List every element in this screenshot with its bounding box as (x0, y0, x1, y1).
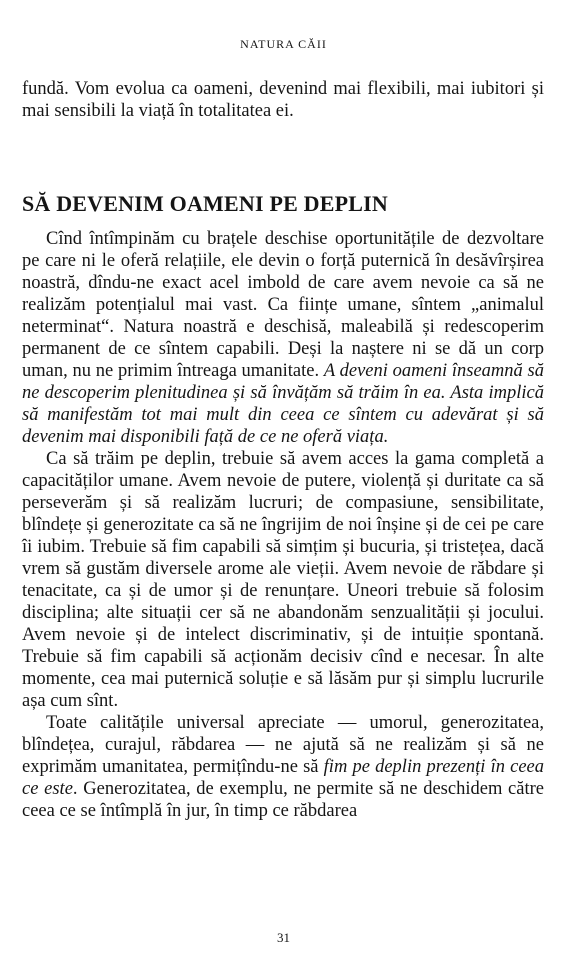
paragraph-1-italic-text: A deveni oameni înseamnă să ne descoperim plenitudinea și să învățăm să trăim în ea. Asta implică să manifestăm tot mai mult din ceea ce sîntem cu adevărat și să devenim mai disponibili față de ce ne oferă viața. (22, 361, 545, 447)
running-header-title: NATURA CĂII (240, 37, 327, 51)
body-paragraph-1 (22, 228, 544, 448)
paragraph-3-end-text: . Generozitatea, de exemplu, ne permite să ne deschidem către ceea ce se întîmplă în jur, în timp ce răbdarea (22, 779, 544, 821)
body-paragraph-2: Ca să trăim pe deplin, trebuie să avem acces la gama completă a capacităților umane. Avem nevoie de putere, violență și duritate ca să perseverăm și să realizăm lucruri; de compasiune, sensibilitate, blîndețe și generozitate ca să ne îngrijim de noi înșine și de cei pe care îi iubim. Trebuie să fim capabili să simțim și bucuria, și tristețea, dacă vrem să gustăm diversele arome ale vieții. Avem nevoie de răbdare și tenacitate, ca și de umor și de renunțare. Uneori trebuie să folosim disciplina; alte situații cer să ne abandonăm senzualității și jocului. Avem nevoie și de intelect discriminativ, și de intuiție spontană. Trebuie să fim capabili să acționăm decisiv cînd e necesar. În alte momente, cea mai puternică soluție e să lăsăm pur și simplu lucrurile așa cum sînt. (22, 449, 544, 711)
section-body (22, 228, 544, 822)
body-paragraph-3 (22, 712, 544, 822)
intro-text (22, 78, 544, 122)
intro-paragraph: fundă. Vom evolua ca oameni, devenind mai flexibili, mai iubitori și mai sensibili la viață în totalitatea ei. (22, 79, 544, 121)
paragraph-3-italic-text: fim pe deplin prezenți în ceea ce este (22, 757, 545, 799)
paragraph-1-regular-text: Cînd întîmpinăm cu brațele deschise oportunitățile de dezvoltare pe care ni le oferă relațiile, ele devin o forță puternică în desăvîrșirea noastră, dîndu-ne exact acel imbold de care avem nevoie ca să ne realizăm potențialul mai vast. Ca ființe umane, sîntem „animalul neterminat“. Natura noastră e deschisă, maleabilă și redescoperim permanent de ce sîntem capabili. Deși la naștere ni se dă un corp uman, nu ne primim întreaga umanitate. (22, 229, 544, 381)
page-number: 31 (277, 930, 290, 945)
paragraph-3-start-text: Toate calitățile universal apreciate — umorul, generozitatea, blîndețea, curajul, răbdarea — ne ajută să ne realizăm și să ne exprimăm umanitatea, permițîndu-ne să (22, 713, 544, 777)
section-heading: SĂ DEVENIM OAMENI PE DEPLIN (22, 190, 388, 216)
